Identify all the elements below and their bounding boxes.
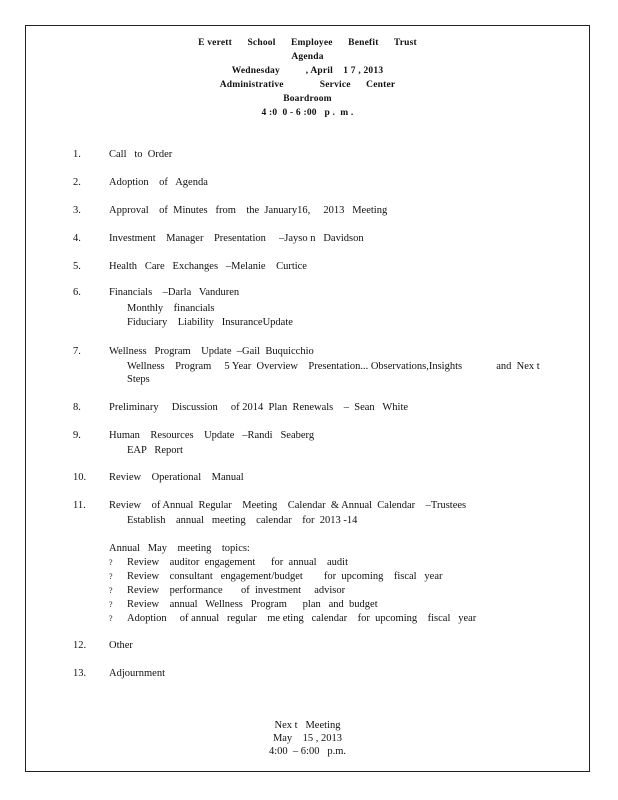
item-number: 4. xyxy=(73,233,81,244)
next-meeting-label: Nex t Meeting xyxy=(274,720,341,731)
item-number: 11. xyxy=(73,500,86,511)
document-page: E verett School Employee Benefit Trust Agenda Wednesday , April 1 7 , 2013 Administrative Service Center Boardroom 4 :0 0 - 6 :00 p . m . 1. Call to Order 2. Adoption of Agenda 3. Approval of Minutes from the January16, 2013 Meeting 4. Investment Manager Presentation –Jayso n Davidson 5. Health Care Exchanges –Melanie Curtice 6. Financials –Darla Vanduren Monthly financials Fiduciary Liability InsuranceUpdate 7. Wellness Program Update –Gail Buquicchio Wellness Program 5 Year Overview Presentation... Observations,Insights and Nex t Steps 8. Preliminary Discussion of 2014 Plan Renewals – Sean White 9. Human Resources Update –Randi Seaberg EAP Report 10. Review Operational Manual 11. Review of Annual Regular Meeting Calendar & Annual Calendar –Trustees Establish annual meeting calendar for 2013 -14 Annual May meeting topics: ? Review auditor engagement for annual audit ? Review consultant engagement/budget for upcoming fiscal year ? Review performance of investment advisor ? Review annual Wellness Program plan and budget ? Adoption of annual regular me eting calendar for upcoming fiscal year 12. Other 13. Adjournment Nex t Meeting May 15 , 2013 4:00 – 6:00 p.m. xyxy=(25,25,590,772)
item-title: Call to Order xyxy=(109,149,173,160)
item-title: Adoption of Agenda xyxy=(109,177,208,188)
item-title: Adjournment xyxy=(109,668,165,679)
topic-text: Review consultant engagement/budget for upcoming fiscal year xyxy=(127,571,443,582)
meeting-time: 4 :0 0 - 6 :00 p . m . xyxy=(261,108,354,118)
bullet-square-icon xyxy=(109,318,111,327)
item-number: 12. xyxy=(73,640,87,651)
meeting-location: Administrative Service Center xyxy=(219,80,396,90)
bullet-square-icon xyxy=(109,516,111,525)
bullet-icon: ? xyxy=(109,572,113,581)
item-title: Approval of Minutes from the January16, 2013 Meeting xyxy=(109,205,388,216)
item-title: Investment Manager Presentation –Jayso n Davidson xyxy=(109,233,364,244)
item-title: Review Operational Manual xyxy=(109,472,244,483)
topic-text: Adoption of annual regular me eting calendar for upcoming fiscal year xyxy=(127,613,477,624)
item-number: 9. xyxy=(73,430,81,441)
item-title: Wellness Program Update –Gail Buquicchio xyxy=(109,346,314,357)
bullet-icon: ? xyxy=(109,600,113,609)
item-title: Review of Annual Regular Meeting Calendar & Annual Calendar –Trustees xyxy=(109,500,467,511)
item-number: 3. xyxy=(73,205,81,216)
document-title: Agenda xyxy=(291,52,324,62)
bullet-square-icon xyxy=(109,304,111,313)
meeting-date: Wednesday , April 1 7 , 2013 xyxy=(231,66,384,76)
item-number: 5. xyxy=(73,261,81,272)
topic-text: Review performance of investment advisor xyxy=(127,585,346,596)
meeting-room: Boardroom xyxy=(283,94,332,104)
bullet-icon: ? xyxy=(109,558,113,567)
item-title: Human Resources Update –Randi Seaberg xyxy=(109,430,315,441)
item-number: 2. xyxy=(73,177,81,188)
item-number: 8. xyxy=(73,402,81,413)
subitem-text: Establish annual meeting calendar for 2013 -14 xyxy=(127,515,358,526)
next-meeting-time: 4:00 – 6:00 p.m. xyxy=(268,746,346,757)
item-title: Health Care Exchanges –Melanie Curtice xyxy=(109,261,307,272)
agenda-header xyxy=(26,36,589,120)
bullet-square-icon xyxy=(109,446,111,455)
next-meeting-date: May 15 , 2013 xyxy=(272,733,343,744)
item-number: 1. xyxy=(73,149,81,160)
item-title: Financials –Darla Vanduren xyxy=(109,287,240,298)
next-meeting-footer xyxy=(26,719,589,758)
trust-name: E verett School Employee Benefit Trust xyxy=(198,38,417,48)
topic-text: Review annual Wellness Program plan and budget xyxy=(127,599,378,610)
item-title: Other xyxy=(109,640,133,651)
item-title: Preliminary Discussion of 2014 Plan Renewals – Sean White xyxy=(109,402,409,413)
bullet-icon: ? xyxy=(109,586,113,595)
subitem-text: EAP Report xyxy=(127,445,183,456)
item-number: 7. xyxy=(73,346,81,357)
subitem-text: Fiduciary Liability InsuranceUpdate xyxy=(127,317,293,328)
item-number: 13. xyxy=(73,668,87,679)
bullet-icon: ? xyxy=(109,614,113,623)
subitem-text: Steps xyxy=(127,374,150,385)
bullet-square-icon xyxy=(109,362,111,371)
topic-text: Review auditor engagement for annual audit xyxy=(127,557,349,568)
item-number: 10. xyxy=(73,472,87,483)
subitem-text: Monthly financials xyxy=(127,303,215,314)
subitem-text: Wellness Program 5 Year Overview Presentation... Observations,Insights and Nex t xyxy=(127,361,540,372)
item-number: 6. xyxy=(73,287,81,298)
